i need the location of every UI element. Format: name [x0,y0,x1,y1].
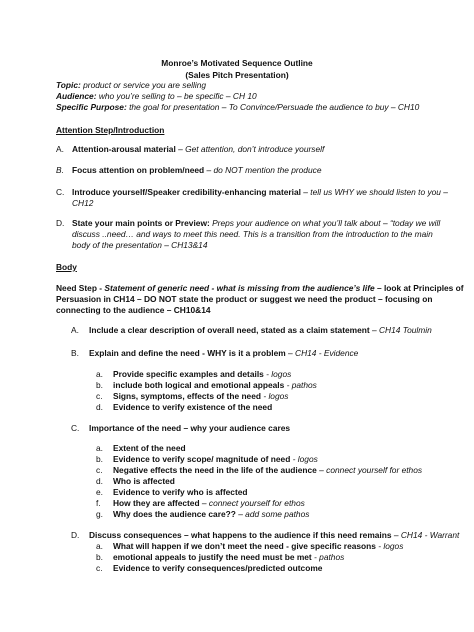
list-item [113,380,317,391]
need-step-rest: – look at Principles of [374,283,464,293]
topic-label: Topic: [56,80,81,90]
list-item-marker: d. [96,402,103,412]
list-item-marker: g. [96,509,103,519]
audience-text: who you’re selling to – be specific – CH 10 [96,91,257,101]
list-item [113,443,186,454]
list-item-note: - pathos [311,552,345,562]
attention-item-d-label: State your main points or Preview: [72,218,210,228]
list-item-note: – connect yourself for ethos [199,498,305,508]
purpose-label: Specific Purpose: [56,102,127,112]
need-step-line-1 [56,283,464,294]
list-item-text: Provide specific examples and details [113,369,264,379]
list-item-marker: c. [96,391,103,401]
list-item-marker: b. [96,380,103,390]
body-item-a-text: Include a clear description of overall need, stated as a claim statement [89,325,370,335]
attention-item-d-note-1: Preps your audience on what you’ll talk about – “today we will [209,218,441,228]
list-item [113,541,403,552]
body-item-b [89,348,358,359]
attention-item-a-marker: A. [56,144,64,154]
list-item-text: Evidence to verify who is affected [113,487,248,497]
body-item-d-note: – CH14 - Warrant [391,530,460,540]
list-item-note: - pathos [284,380,317,390]
need-step-line-2: Persuasion in CH14 – DO NOT state the product or suggest we need the product – focusing on [56,294,433,304]
list-item-text: emotional appeals to justify the need must be met [113,552,312,562]
list-item-marker: b. [96,552,103,562]
list-item-text: Signs, symptoms, effects of the need [113,391,261,401]
list-item-marker: a. [96,443,103,453]
list-item-marker: c. [96,563,103,573]
body-item-c-text: Importance of the need – why your audience cares [89,423,291,433]
audience-line [56,91,257,102]
body-item-d-text: Discuss consequences – what happens to the audience if this need remains [89,530,392,540]
need-step-dash: - [96,283,105,293]
list-item-text: Negative effects the need in the life of the audience [113,465,317,475]
list-item [113,552,344,563]
attention-item-d [72,218,440,229]
attention-item-c-note-2: CH12 [72,198,94,208]
attention-item-a-label: Attention-arousal material [72,144,176,154]
document-title: Monroe’s Motivated Sequence Outline [161,58,313,68]
list-item-text: Why does the audience care?? [113,509,236,519]
attention-item-a [72,144,324,155]
list-item-marker: a. [96,369,103,379]
list-item-note: – connect yourself for ethos [316,465,423,475]
body-item-b-marker: B. [71,348,79,358]
need-step-statement: Statement of generic need - what is missing from the audience’s life [104,283,375,293]
list-item [113,487,248,498]
attention-item-d-note-2: discuss ..need… and ways to meet this need. This is a transition from the introduction to the main [72,229,433,239]
body-item-c-marker: C. [71,423,80,433]
list-item [113,563,322,574]
list-item-note: - logos [261,391,289,401]
body-item-b-note: – CH14 - Evidence [285,348,359,358]
body-item-d [89,530,459,541]
list-item-text: Who is affected [113,476,175,486]
list-item-note: - logos [290,454,318,464]
list-item-text: Extent of the need [113,443,186,453]
list-item-text: Evidence to verify scope/ magnitude of need [113,454,291,464]
attention-item-b-marker: B. [56,165,64,175]
attention-item-d-note-3: body of the presentation – CH13&14 [72,240,208,250]
list-item-marker: f. [96,498,101,508]
list-item [113,369,291,380]
list-item-marker: a. [96,541,103,551]
need-step-line-3: connecting to the audience – CH10&14 [56,305,211,315]
list-item-text: Evidence to verify existence of the need [113,402,273,412]
topic-line [56,80,206,91]
purpose-text: the goal for presentation – To Convince/Persuade the audience to buy – CH10 [126,102,420,112]
body-item-c [89,423,290,434]
body-item-a [89,325,432,336]
list-item [113,402,272,413]
list-item [113,509,309,520]
body-item-a-marker: A. [71,325,79,335]
attention-item-b-note: – do NOT mention the produce [204,165,322,175]
attention-item-d-marker: D. [56,218,65,228]
list-item-marker: d. [96,476,103,486]
body-heading: Body [56,262,77,272]
body-item-d-marker: D. [71,530,80,540]
list-item-marker: c. [96,465,103,475]
list-item-note: - logos [375,541,404,551]
body-item-b-text: Explain and define the need - WHY is it a problem [89,348,286,358]
list-item-marker: b. [96,454,103,464]
attention-item-a-note: – Get attention, don’t introduce yourself [175,144,325,154]
list-item [113,454,318,465]
purpose-line [56,102,419,113]
list-item-marker: e. [96,487,103,497]
list-item-note: - logos [263,369,292,379]
audience-label: Audience: [56,91,97,101]
body-item-a-note: – CH14 Toulmin [369,325,432,335]
attention-item-c-marker: C. [56,187,65,197]
list-item [113,465,422,476]
list-item-text: What will happen if we don’t meet the need - give specific reasons [113,541,376,551]
list-item [113,498,305,509]
list-item-text: How they are affected [113,498,200,508]
topic-text: product or service you are selling [80,80,207,90]
attention-item-c-note: – tell us WHY we should listen to you – [300,187,448,197]
attention-item-b [72,165,321,176]
attention-heading: Attention Step/Introduction [56,125,165,135]
need-step-label: Need Step [56,283,97,293]
attention-item-b-label: Focus attention on problem/need [72,165,205,175]
list-item-text: include both logical and emotional appeals [113,380,285,390]
attention-item-c-label: Introduce yourself/Speaker credibility-enhancing material [72,187,301,197]
list-item-note: – add some pathos [235,509,310,519]
attention-item-c [72,187,448,198]
list-item [113,476,175,487]
list-item-text: Evidence to verify consequences/predicted outcome [113,563,323,573]
list-item [113,391,288,402]
document-subtitle: (Sales Pitch Presentation) [185,70,289,80]
